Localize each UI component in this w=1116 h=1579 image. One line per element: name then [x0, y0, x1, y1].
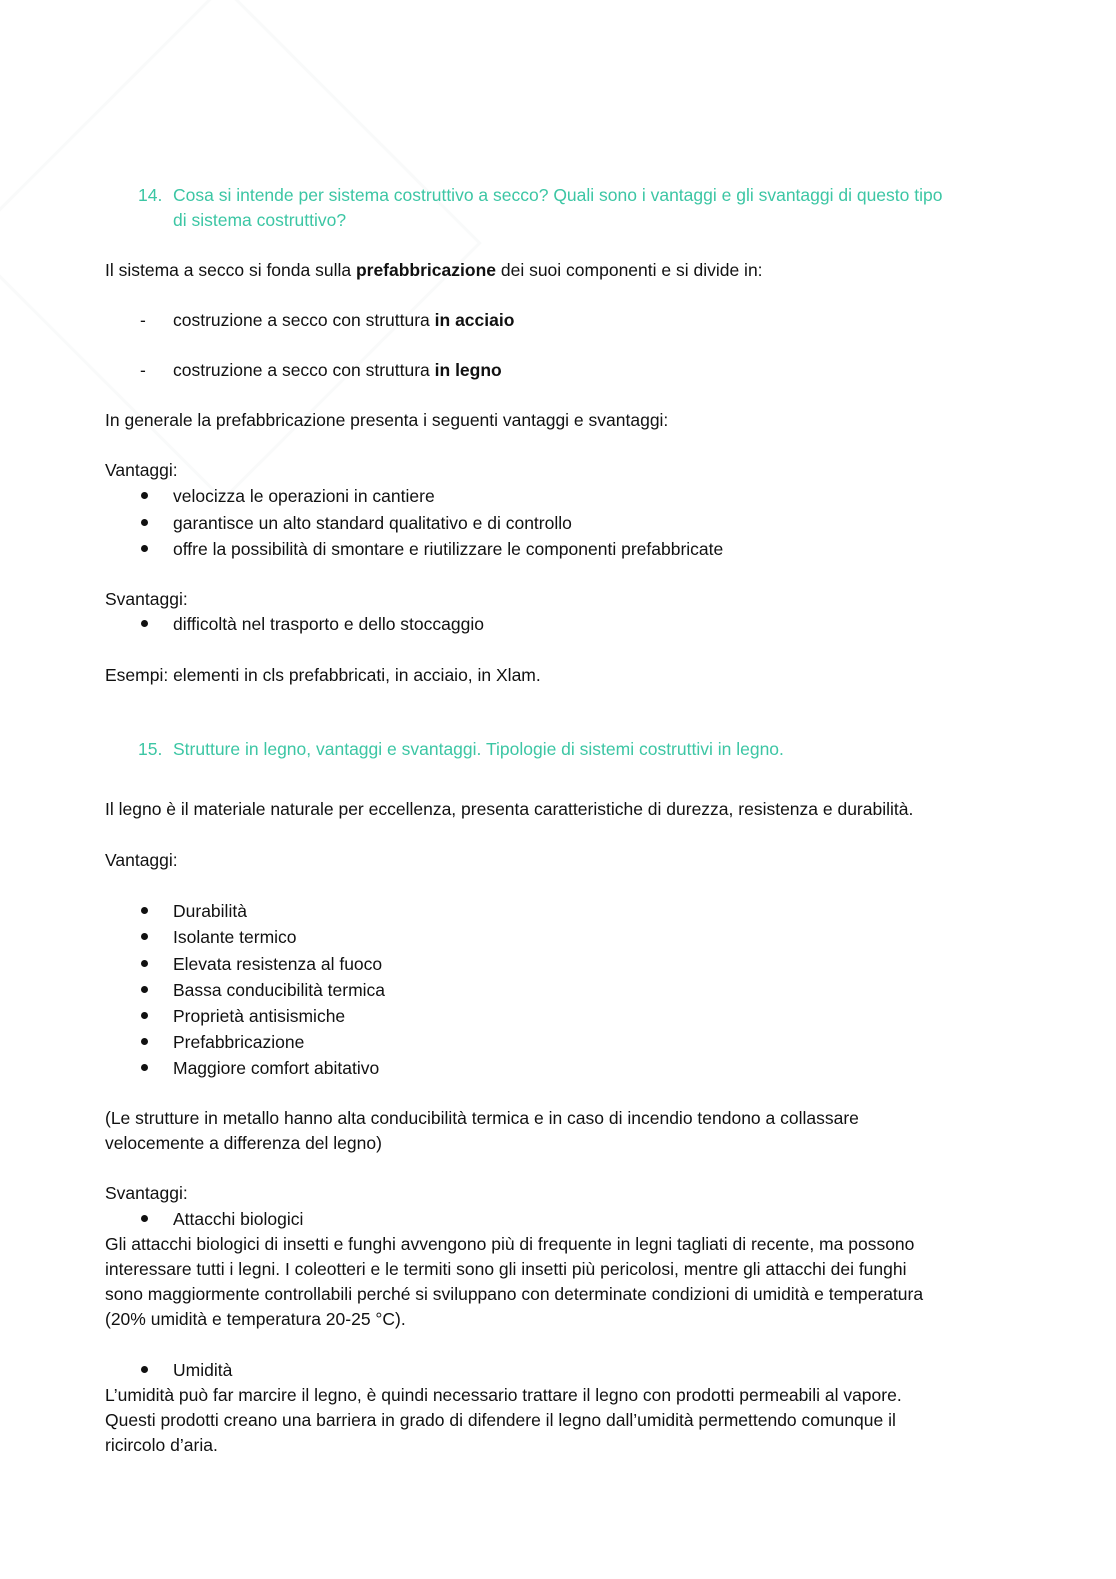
bullet-icon — [141, 960, 148, 967]
q14-number: 14. — [138, 185, 163, 205]
text: costruzione a secco con struttura — [173, 360, 435, 380]
svantaggi-label: Svantaggi: — [105, 589, 188, 609]
bullet-icon — [141, 986, 148, 993]
note-line: velocemente a differenza del legno) — [105, 1133, 382, 1153]
bullet-icon — [141, 1366, 148, 1373]
bullet-icon — [141, 519, 148, 526]
paragraph-prefabbricazione: In generale la prefabbricazione presenta i seguenti vantaggi e svantaggi: — [105, 410, 669, 430]
list-item: Proprietà antisismiche — [173, 1006, 346, 1026]
q15-heading: Strutture in legno, vantaggi e svantaggi. Tipologie di sistemi costruttivi in legno. — [173, 739, 784, 759]
paragraph-line: Questi prodotti creano una barriera in grado di difendere il legno dall’umidità permettendo comunque il — [105, 1410, 896, 1430]
dash-marker: - — [140, 360, 146, 380]
paragraph-sistema-secco — [105, 258, 763, 282]
bullet-icon — [141, 933, 148, 940]
svantaggi-label: Svantaggi: — [105, 1183, 188, 1203]
text: Il sistema a secco si fonda sulla — [105, 260, 356, 280]
bullet-icon — [141, 545, 148, 552]
paragraph-line: Gli attacchi biologici di insetti e funghi avvengono più di frequente in legni tagliati di recente, ma possono — [105, 1234, 915, 1254]
q14-heading-line1: Cosa si intende per sistema costruttivo a secco? Quali sono i vantaggi e gli svantaggi di questo tipo — [173, 185, 943, 205]
list-item: Maggiore comfort abitativo — [173, 1058, 380, 1078]
list-item: velocizza le operazioni in cantiere — [173, 486, 435, 506]
paragraph-esempi: Esempi: elementi in cls prefabbricati, in acciaio, in Xlam. — [105, 665, 541, 685]
text: dei suoi componenti e si divide in: — [496, 260, 763, 280]
bold-text: in legno — [434, 360, 502, 380]
paragraph-line: L’umidità può far marcire il legno, è quindi necessario trattare il legno con prodotti permeabili al vapore. — [105, 1385, 902, 1405]
paragraph-legno: Il legno è il materiale naturale per eccellenza, presenta caratteristiche di durezza, resistenza e durabilità. — [105, 799, 914, 819]
list-item — [173, 308, 514, 332]
text: costruzione a secco con struttura — [173, 310, 435, 330]
list-item: Attacchi biologici — [173, 1209, 304, 1229]
bullet-icon — [141, 907, 148, 914]
bullet-icon — [141, 492, 148, 499]
list-item: offre la possibilità di smontare e riutilizzare le componenti prefabbricate — [173, 539, 724, 559]
paragraph-line: interessare tutti i legni. I coleotteri e le termiti sono gli insetti più pericolosi, mentre gli attacchi dei funghi — [105, 1259, 907, 1279]
note-line: (Le strutture in metallo hanno alta conducibilità termica e in caso di incendio tendono a collassare — [105, 1108, 859, 1128]
list-item — [173, 358, 502, 382]
bullet-icon — [141, 1038, 148, 1045]
paragraph-line: sono maggiormente controllabili perché si sviluppano con determinate condizioni di umidità e temperatura — [105, 1284, 924, 1304]
bullet-icon — [141, 1215, 148, 1222]
list-item: Prefabbricazione — [173, 1032, 305, 1052]
paragraph-line: ricircolo d’aria. — [105, 1435, 218, 1455]
q15-number: 15. — [138, 739, 163, 759]
bullet-icon — [141, 1064, 148, 1071]
list-item: Elevata resistenza al fuoco — [173, 954, 383, 974]
list-item: Durabilità — [173, 901, 247, 921]
paragraph-line: (20% umidità e temperatura 20-25 °C). — [105, 1309, 406, 1329]
dash-marker: - — [140, 310, 146, 330]
bullet-icon — [141, 1012, 148, 1019]
list-item: Umidità — [173, 1360, 233, 1380]
list-item: garantisce un alto standard qualitativo e di controllo — [173, 513, 572, 533]
vantaggi-label: Vantaggi: — [105, 850, 178, 870]
q14-heading-line2: di sistema costruttivo? — [173, 210, 347, 230]
list-item: Isolante termico — [173, 927, 297, 947]
bold-text: in acciaio — [434, 310, 515, 330]
list-item: Bassa conducibilità termica — [173, 980, 386, 1000]
bullet-icon — [141, 620, 148, 627]
list-item: difficoltà nel trasporto e dello stoccaggio — [173, 614, 484, 634]
bold-text: prefabbricazione — [355, 260, 496, 280]
vantaggi-label: Vantaggi: — [105, 460, 178, 480]
